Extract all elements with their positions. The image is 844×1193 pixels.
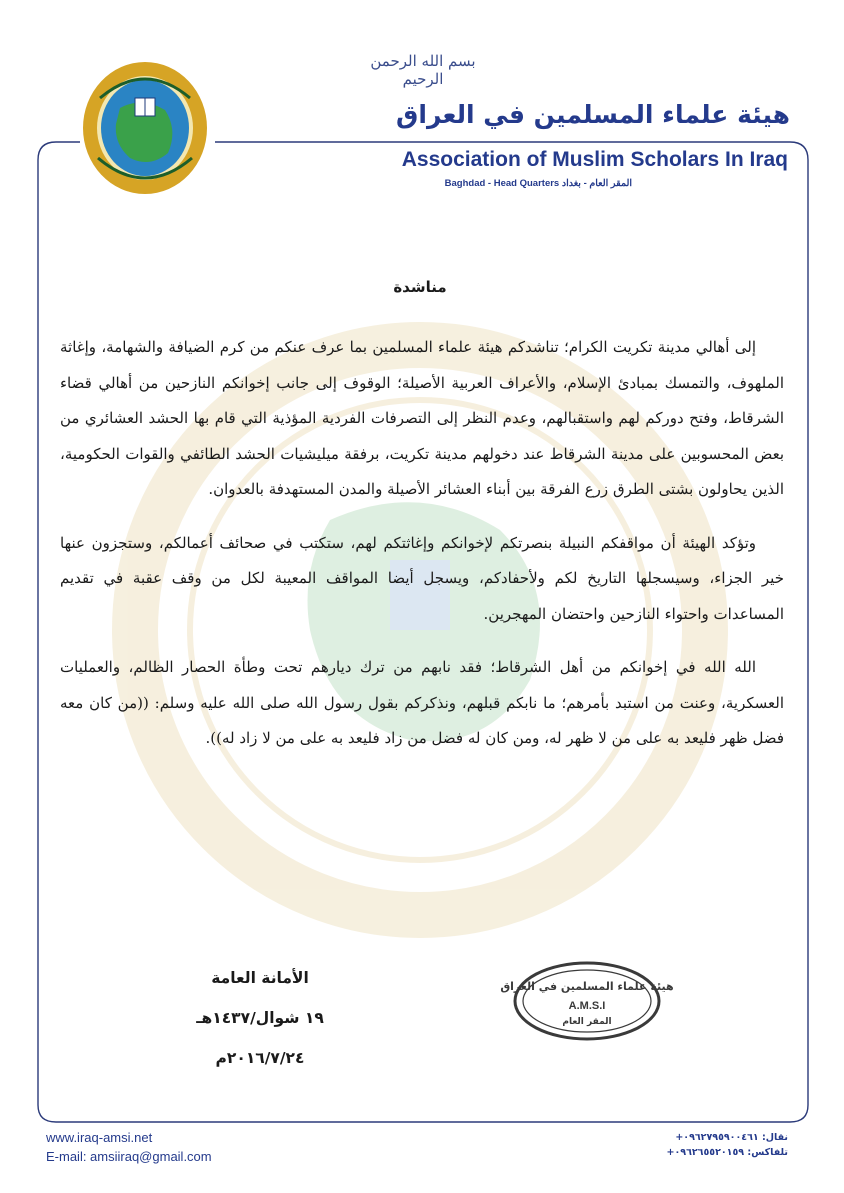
fax-line [588, 1145, 788, 1160]
stamp-bottom-text: المقر العام [562, 1017, 612, 1027]
date-gregorian: ٢٠١٦/٧/٢٤م [215, 1049, 305, 1067]
phone-label: نقال: [761, 1132, 788, 1143]
organization-name-english: Association of Muslim Scholars In Iraq [401, 148, 788, 171]
stamp-code: A.M.S.I [568, 1000, 606, 1012]
organization-name-arabic: هيئة علماء المسلمين في العراق [396, 100, 790, 129]
signature-block [150, 958, 370, 1078]
website-link[interactable]: www.iraq-amsi.net [46, 1130, 153, 1145]
basmala-calligraphy: بسم الله الرحمن الرحيم [370, 52, 476, 88]
fax-label: تلفاكس: [747, 1147, 788, 1158]
footer-contacts-left [46, 1128, 212, 1166]
email-address[interactable]: E-mail: amsiiraq@gmail.com [46, 1149, 212, 1164]
association-logo [80, 58, 210, 198]
official-stamp [500, 960, 674, 1042]
paragraph-affirmation: وتؤكد الهيئة أن مواقفكم النبيلة بنصرتكم لإخوانكم وإغاثتكم لهم، ستكتب في صحائف أعمالكم، وستجزون عنها خير الجزاء، وسيسجلها التاريخ لكم ولأحفادكم، ويسجل أيضا المواقف المعيبة لكل من وقف عقبة في تقديم المساعدات واحتواء النازحين واحتضان المهجرين. [60, 533, 784, 623]
phone-number: ٠٩٦٢٧٩٥٩٠٠٤٦١+ [675, 1132, 759, 1143]
issuer-name: الأمانة العامة [211, 969, 309, 987]
footer-contacts-right [588, 1130, 788, 1160]
date-hijri: ١٩ شوال/١٤٣٧هـ [196, 1009, 324, 1027]
paragraph-hadith: الله الله في إخوانكم من أهل الشرقاط؛ فقد نابهم من ترك ديارهم تحت وطأة الحصار الظالم، والعمليات العسكرية، وعنت من استبد بأمرهم؛ ما نابكم قبلهم، ونذكركم بقول رسول الله صلى الله عليه وسلم: ((من كان معه فضل ظهر فليعد به على من لا ظهر له، ومن كان له فضل من زاد فليعد به على من لا زاد له)). [60, 658, 784, 747]
headquarters-line: Baghdad - Head Quarters المقر العام - بغداد [444, 178, 632, 189]
document-body [60, 330, 784, 775]
paragraph-appeal: إلى أهالي مدينة تكريت الكرام؛ تناشدكم هيئة علماء المسلمين بما عرف عنكم من كرم الضيافة والشهامة، وإغاثة الملهوف، والتمسك بمبادئ الإسلام، والأعراف العربية الأصيلة؛ الوقوف إلى جانب إخوانكم النازحين من أهالي قضاء الشرقاط، وفتح دوركم لهم واستقبالهم، وعدم النظر إلى التصرفات الفردية المؤذية التي قام بها الحشد العشائري من بعض المحسوبين على مدينة الشرقاط عند دخولهم مدينة تكريت، برفقة ميليشيات الحشد الطائفي والقوات الحكومية، الذين يحاولون بشتى الطرق زرع الفرقة بين أبناء العشائر الأصيلة والمدن المستهدفة بالعدوان. [60, 338, 784, 498]
document-heading: مناشدة [393, 278, 447, 296]
phone-line [588, 1130, 788, 1145]
stamp-top-text: هيئة علماء المسلمين في العراق [500, 980, 674, 993]
fax-number: ٠٩٦٢٦٥٥٢٠١٥٩+ [666, 1147, 745, 1158]
